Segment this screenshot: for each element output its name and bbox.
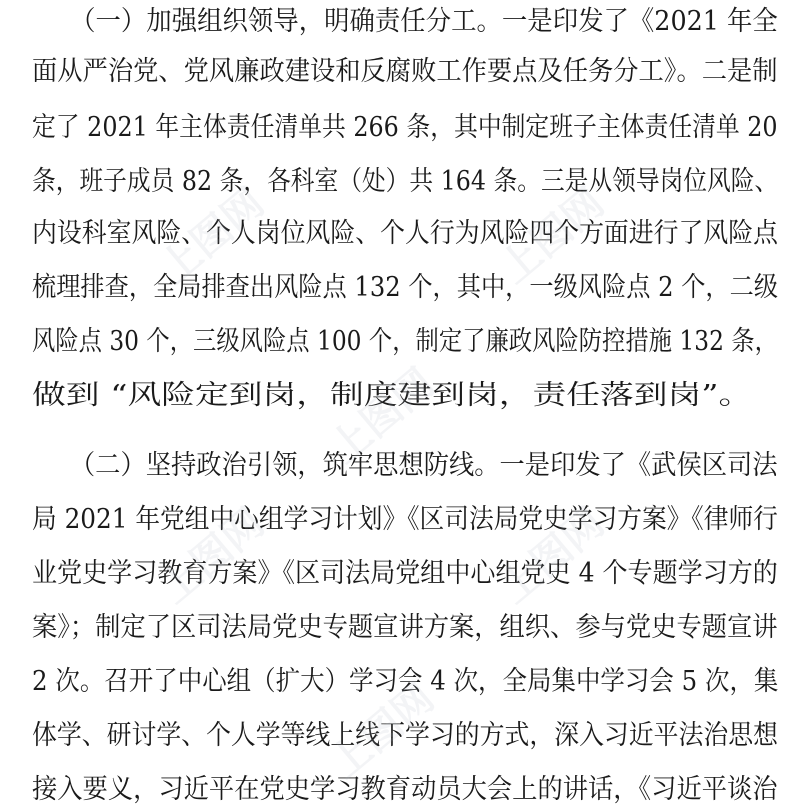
text-line-4: 条，班子成员 82 条，各科室（处）共 164 条。三是从领导岗位风险、: [32, 166, 779, 197]
watermark: 上图网: [151, 179, 273, 293]
text-line-5: 内设科室风险、个人岗位风险、个人行为风险四个方面进行了风险点: [32, 218, 778, 249]
watermark: 上图网: [321, 674, 443, 788]
watermark: 上图网: [321, 359, 443, 473]
text-line-10: 局 2021 年党组中心组学习计划》《区司法局党史学习方案》《律师行: [32, 504, 778, 535]
text-line-13: 2 次。召开了中心组（扩大）学习会 4 次，全局集中学习会 5 次，集: [32, 666, 779, 697]
watermark: 上图网: [491, 499, 613, 613]
text-line-11: 业党史学习教育方案》《区司法局党组中心组党史 4 个专题学习方的: [32, 558, 778, 589]
text-line-6: 梳理排查，全局排查出风险点 132 个，其中，一级风险点 2 个，二级: [32, 272, 779, 303]
text-line-2: 面从严治党、党风廉政建设和反腐败工作要点及任务分工》。二是制: [32, 56, 778, 87]
text-line-1: （一）加强组织领导，明确责任分工。一是印发了《2021 年全: [32, 6, 778, 37]
text-line-15: 接入要义，习近平在党史学习教育动员大会上的讲话，《习近平谈治: [32, 774, 778, 805]
text-line-8: 做到 “风险定到岗，制度建到岗，责任落到岗”。: [32, 380, 753, 411]
watermark: 上图网: [491, 179, 613, 293]
text-line-9: （二）坚持政治引领，筑牢思想防线。一是印发了《武侯区司法: [32, 450, 778, 481]
text-line-12: 案》；制定了区司法局党史专题宣讲方案，组织、参与党史专题宣讲: [32, 612, 778, 643]
watermark: 上图网: [151, 499, 273, 613]
text-line-7: 风险点 30 个，三级风险点 100 个，制定了廉政风险防控措施 132 条，: [32, 326, 778, 357]
text-line-14: 体学、研讨学、个人学等线上线下学习的方式，深入习近平法治思想: [32, 720, 778, 751]
text-line-3: 定了 2021 年主体责任清单共 266 条，其中制定班子主体责任清单 20: [32, 112, 778, 143]
